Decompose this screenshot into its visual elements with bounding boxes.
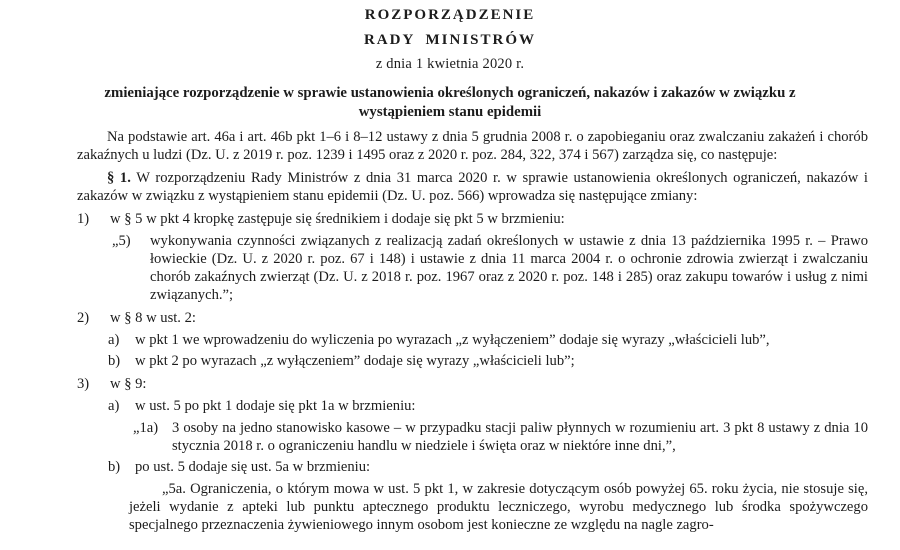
item-number: 2) xyxy=(77,310,90,326)
letter-label: a) xyxy=(108,331,120,348)
preamble-paragraph: Na podstawie art. 46a i art. 46b pkt 1–6 i 8–12 ustawy z dnia 5 grudnia 2008 r. o zapobieganiu oraz zwalczaniu zakażeń i chorób zakaźnych u ludzi (Dz. U. z 2019 r. poz. 1239 i 1495 oraz z 2020 r. poz. 284, 322, 374 i 567) zarządza się, co następuje: xyxy=(77,129,868,163)
item-number: 1) xyxy=(77,211,90,227)
letter-label: a) xyxy=(108,397,120,414)
letter-text: po ust. 5 dodaje się ust. 5a w brzmieniu: xyxy=(135,459,371,475)
quote-label: „5) xyxy=(112,233,131,249)
document-type-title: ROZPORZĄDZENIE xyxy=(364,7,536,23)
letter-item-3b xyxy=(108,458,868,476)
quoted-point-1a xyxy=(133,419,868,455)
quote-label: „1a) xyxy=(133,419,159,436)
section-1-text: W rozporządzeniu Rady Ministrów z dnia 31 marca 2020 r. w sprawie ustanowienia określonych ograniczeń, nakazów i zakazów w związku z wystąpieniem stanu epidemii (Dz. U. poz. 566) wprowadza się następujące zmiany: xyxy=(77,170,868,204)
item-text: w § 8 w ust. 2: xyxy=(110,310,196,326)
amendment-item-3 xyxy=(77,375,868,393)
document-date: z dnia 1 kwietnia 2020 r. xyxy=(375,56,525,72)
amendment-item-2 xyxy=(77,309,868,327)
quote-text: 3 osoby na jedno stanowisko kasowe – w przypadku stacji paliw płynnych w rozumieniu art. 3 pkt 8 ustawy z dnia 10 stycznia 2018 r. o ograniczeniu handlu w niedziele i święta oraz w niektóre inne dni,”, xyxy=(172,419,868,454)
letter-text: w pkt 1 we wprowadzeniu do wyliczenia po wyrazach „z wyłączeniem” dodaje się wyrazy „właścicieli lub”, xyxy=(135,331,770,348)
issuing-authority: RADY MINISTRÓW xyxy=(363,32,537,48)
item-number: 3) xyxy=(77,376,90,392)
letter-label: b) xyxy=(108,353,121,369)
letter-item-3a xyxy=(108,397,868,415)
quoted-point-5 xyxy=(112,232,868,304)
section-1-paragraph xyxy=(77,169,868,205)
letter-label: b) xyxy=(108,459,121,475)
document-body xyxy=(77,128,868,534)
document-header xyxy=(0,7,900,121)
item-text: w § 9: xyxy=(110,376,147,392)
quote-text: wykonywania czynności związanych z realizacją zadań określonych w ustawie z dnia 13 października 1995 r. – Prawo łowieckie (Dz. U. z 2020 r. poz. 67 i 148) i ustawie z dnia 11 marca 2004 r. o ochronie zdrowia zwierząt i zwalczaniu chorób zakaźnych zwierząt (Dz. U. z 2018 r. poz. 1967 oraz z 2020 r. poz. 148 i 285) oraz zakupu towarów i usług z nimi związanych.”; xyxy=(150,233,868,303)
amendment-item-1 xyxy=(77,210,868,228)
letter-text: w pkt 2 po wyrazach „z wyłączeniem” dodaje się wyrazy „właścicieli lub”; xyxy=(135,353,575,369)
letter-text: w ust. 5 po pkt 1 dodaje się pkt 1a w brzmieniu: xyxy=(135,397,416,414)
section-1-label: § 1. xyxy=(107,170,131,186)
quoted-paragraph-5a: „5a. Ograniczenia, o którym mowa w ust. 5 pkt 1, w zakresie dotyczącym osób powyżej 65. roku życia, nie stosuje się, jeżeli wydanie z apteki lub punktu aptecznego produktu leczniczego, wyrobu medycznego lub środka spożywczego specjalnego przeznaczenia żywieniowego innym osobom jest konieczne ze względu na nagle zagro- xyxy=(129,481,868,533)
letter-item-2a xyxy=(108,331,868,349)
document-subject: zmieniające rozporządzenie w sprawie ustanowienia określonych ograniczeń, nakazów i zakazów w związku z wystąpieniem stanu epidemii xyxy=(104,85,796,120)
item-text: w § 5 w pkt 4 kropkę zastępuje się średnikiem i dodaje się pkt 5 w brzmieniu: xyxy=(110,211,565,227)
letter-item-2b xyxy=(108,352,868,370)
